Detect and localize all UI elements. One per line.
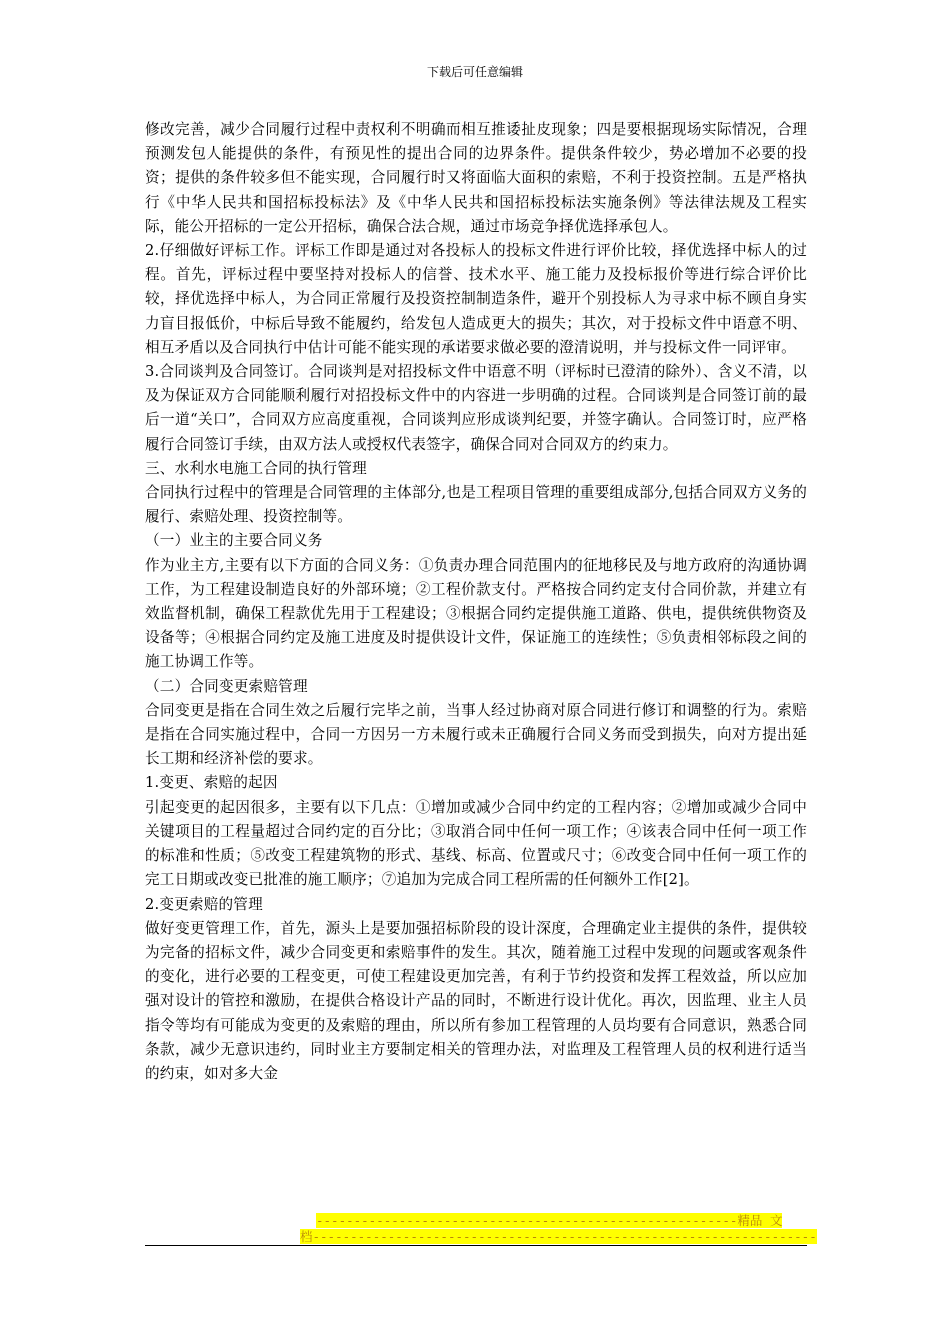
paragraph: 2.仔细做好评标工作。评标工作即是通过对各投标人的投标文件进行评价比较，择优选择中标人的过程。首先，评标过程中要坚持对投标人的信誉、技术水平、施工能力及投标报价等进行综合评价比较，择优选择中标人，为合同正常履行及投资控制制造条件，避开个别投标人为寻求中标不顾自身实力盲目报低价，中标后导致不能履约，给发包人造成更大的损失；其次，对于投标文件中语意不明、相互矛盾以及合同执行中估计可能不能实现的承诺要求做必要的澄清说明，并与投标文件一同评审。 — [145, 242, 807, 356]
footer-line-1: --------------------------------------------------------精品 文 — [316, 1213, 783, 1228]
subsection-heading: （一）业主的主要合同义务 — [145, 532, 323, 550]
paragraph: 3.合同谈判及合同签订。合同谈判是对招投标文件中语意不明（评标时已澄清的除外）、含义不清，以及为保证双方合同能顺利履行对招投标文件中的内容进一步明确的过程。合同谈判是合同签订前的最后一道“关口”，合同双方应高度重视，合同谈判应形成谈判纪要，并签字确认。合同签订时，应严格履行合同签订手续，由双方法人或授权代表签字，确保合同对合同双方的约束力。 — [145, 363, 807, 453]
page-header: 下载后可任意编辑 — [426, 65, 523, 79]
item-heading: 2.变更索赔的管理 — [145, 895, 263, 913]
paragraph: 合同变更是指在合同生效之后履行完毕之前，当事人经过协商对原合同进行修订和调整的行为。索赔是指在合同实施过程中，合同一方因另一方未履行或未正确履行合同义务而受到损失，向对方提出延长工期和经济补偿的要求。 — [145, 701, 807, 768]
footer-watermark — [300, 1213, 817, 1245]
subsection-heading: （二）合同变更索赔管理 — [145, 677, 308, 695]
paragraph: 做好变更管理工作，首先，源头上是要加强招标阶段的设计深度，合理确定业主提供的条件，提供较为完备的招标文件，减少合同变更和索赔事件的发生。其次，随着施工过程中发现的问题或客观条件的变化，进行必要的工程变更，可使工程建设更加完善，有利于节约投资和发挥工程效益，所以应加强对设计的管控和激励，在提供合格设计产品的同时，不断进行设计优化。再次，因监理、业主人员指令等均有可能成为变更的及索赔的理由，所以所有参加工程管理的人员均要有合同意识，熟悉合同条款，减少无意识违约，同时业主方要制定相关的管理办法，对监理及工程管理人员的权利进行适当的约束，如对多大金 — [145, 919, 807, 1082]
footer-divider — [145, 1245, 807, 1246]
paragraph: 引起变更的起因很多，主要有以下几点：①增加或减少合同中约定的工程内容；②增加或减少合同中关键项目的工程量超过合同约定的百分比；③取消合同中任何一项工作；④该表合同中任何一项工作的标准和性质；⑤改变工程建筑物的形式、基线、标高、位置或尺寸；⑥改变合同中任何一项工作的完工日期或改变已批准的施工顺序；⑦追加为完成合同工程所需的任何额外工作[2]。 — [145, 798, 807, 889]
section-heading: 三、水利水电施工合同的执行管理 — [145, 459, 367, 477]
item-heading: 1.变更、索赔的起因 — [145, 774, 278, 792]
paragraph: 修改完善，减少合同履行过程中责权利不明确而相互推诿扯皮现象；四是要根据现场实际情况，合理预测发包人能提供的条件，有预见性的提出合同的边界条件。提供条件较少，势必增加不必要的投资；提供的条件较多但不能实现，合同履行时又将面临大面积的索赔，不利于投资控制。五是严格执行《中华人民共和国招标投标法》及《中华人民共和国招标投标法实施条例》等法律法规及工程实际，能公开招标的一定公开招标，确保合法合规，通过市场竞争择优选择承包人。 — [145, 121, 807, 235]
footer-line-2: 档------------------------------------------------------------------- — [300, 1229, 817, 1244]
paragraph: 作为业主方,主要有以下方面的合同义务：①负责办理合同范围内的征地移民及与地方政府的沟通协调工作，为工程建设制造良好的外部环境；②工程价款支付。严格按合同约定支付合同价款，并建立有效监督机制，确保工程款优先用于工程建设；③根据合同约定提供施工道路、供电，提供统供物资及设备等；④根据合同约定及施工进度及时提供设计文件，保证施工的连续性；⑤负责相邻标段之间的施工协调工作等。 — [145, 556, 807, 671]
paragraph: 合同执行过程中的管理是合同管理的主体部分,也是工程项目管理的重要组成部分,包括合同双方义务的履行、索赔处理、投资控制等。 — [145, 484, 807, 526]
document-body — [145, 118, 807, 1086]
